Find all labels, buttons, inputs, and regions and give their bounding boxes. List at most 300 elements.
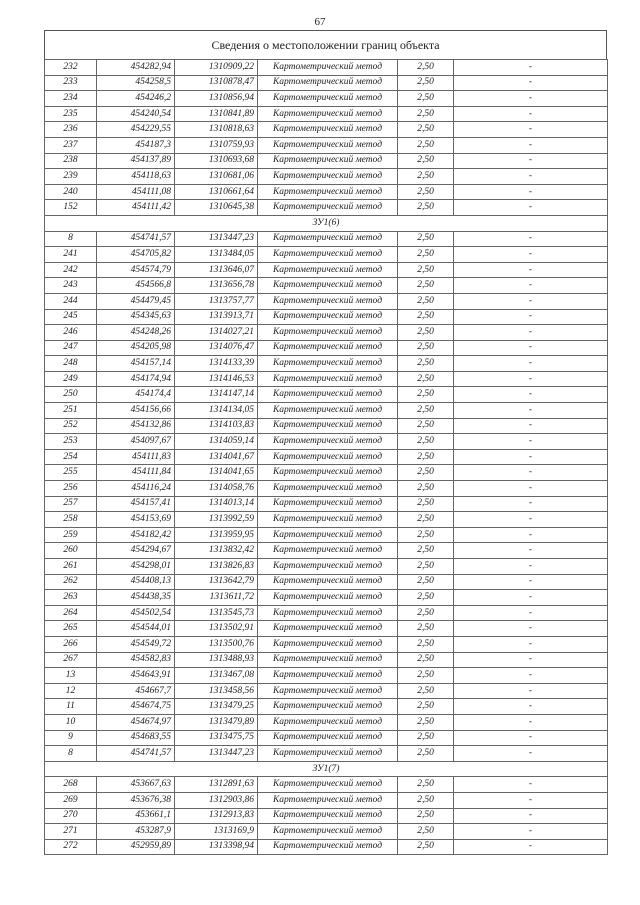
x-coordinate-cell: 454246,2 <box>97 91 175 107</box>
method-cell: Картометрический метод <box>258 590 398 606</box>
description-cell: - <box>454 481 608 497</box>
description-cell: - <box>454 153 608 169</box>
precision-cell: 2,50 <box>398 262 454 278</box>
point-number-cell: 248 <box>45 356 97 372</box>
y-coordinate-cell: 1313169,9 <box>175 824 258 840</box>
y-coordinate-cell: 1313447,23 <box>175 746 258 762</box>
method-cell: Картометрический метод <box>258 184 398 200</box>
y-coordinate-cell: 1314041,65 <box>175 465 258 481</box>
precision-cell: 2,50 <box>398 325 454 341</box>
table-row <box>45 387 608 403</box>
table-row <box>45 325 608 341</box>
y-coordinate-cell: 1314134,05 <box>175 403 258 419</box>
precision-cell: 2,50 <box>398 231 454 247</box>
method-cell: Картометрический метод <box>258 278 398 294</box>
x-coordinate-cell: 454187,3 <box>97 137 175 153</box>
table-row <box>45 153 608 169</box>
method-cell: Картометрический метод <box>258 137 398 153</box>
point-number-cell: 152 <box>45 200 97 216</box>
table-row <box>45 262 608 278</box>
table-row <box>45 91 608 107</box>
table-row <box>45 449 608 465</box>
y-coordinate-cell: 1313826,83 <box>175 559 258 575</box>
x-coordinate-cell: 454118,63 <box>97 169 175 185</box>
x-coordinate-cell: 454574,79 <box>97 262 175 278</box>
description-cell: - <box>454 496 608 512</box>
table-row <box>45 683 608 699</box>
y-coordinate-cell: 1313832,42 <box>175 543 258 559</box>
table-row <box>45 808 608 824</box>
method-cell: Картометрический метод <box>258 340 398 356</box>
y-coordinate-cell: 1310661,64 <box>175 184 258 200</box>
point-number-cell: 242 <box>45 262 97 278</box>
precision-cell: 2,50 <box>398 839 454 855</box>
x-coordinate-cell: 454282,94 <box>97 60 175 76</box>
point-number-cell: 268 <box>45 777 97 793</box>
point-number-cell: 12 <box>45 683 97 699</box>
description-cell: - <box>454 527 608 543</box>
x-coordinate-cell: 454667,7 <box>97 683 175 699</box>
point-number-cell: 234 <box>45 91 97 107</box>
point-number-cell: 260 <box>45 543 97 559</box>
point-number-cell: 250 <box>45 387 97 403</box>
table-row <box>45 527 608 543</box>
x-coordinate-cell: 454479,45 <box>97 293 175 309</box>
description-cell: - <box>454 730 608 746</box>
precision-cell: 2,50 <box>398 340 454 356</box>
y-coordinate-cell: 1313479,89 <box>175 714 258 730</box>
point-number-cell: 247 <box>45 340 97 356</box>
x-coordinate-cell: 454248,26 <box>97 325 175 341</box>
description-cell: - <box>454 278 608 294</box>
description-cell: - <box>454 777 608 793</box>
x-coordinate-cell: 454741,57 <box>97 746 175 762</box>
precision-cell: 2,50 <box>398 621 454 637</box>
point-number-cell: 246 <box>45 325 97 341</box>
table-row <box>45 714 608 730</box>
point-number-cell: 266 <box>45 636 97 652</box>
precision-cell: 2,50 <box>398 605 454 621</box>
point-number-cell: 232 <box>45 60 97 76</box>
description-cell: - <box>454 418 608 434</box>
table-row <box>45 590 608 606</box>
y-coordinate-cell: 1313656,78 <box>175 278 258 294</box>
table-row <box>45 512 608 528</box>
table-row <box>45 434 608 450</box>
description-cell: - <box>454 808 608 824</box>
x-coordinate-cell: 454683,55 <box>97 730 175 746</box>
y-coordinate-cell: 1313545,73 <box>175 605 258 621</box>
y-coordinate-cell: 1313502,91 <box>175 621 258 637</box>
table-row <box>45 465 608 481</box>
method-cell: Картометрический метод <box>258 75 398 91</box>
table-row <box>45 278 608 294</box>
precision-cell: 2,50 <box>398 543 454 559</box>
table-row <box>45 792 608 808</box>
y-coordinate-cell: 1313646,07 <box>175 262 258 278</box>
table-row <box>45 106 608 122</box>
precision-cell: 2,50 <box>398 434 454 450</box>
point-number-cell: 8 <box>45 231 97 247</box>
table-row <box>45 75 608 91</box>
x-coordinate-cell: 454157,41 <box>97 496 175 512</box>
method-cell: Картометрический метод <box>258 403 398 419</box>
description-cell: - <box>454 75 608 91</box>
y-coordinate-cell: 1314147,14 <box>175 387 258 403</box>
y-coordinate-cell: 1312903,86 <box>175 792 258 808</box>
precision-cell: 2,50 <box>398 465 454 481</box>
description-cell: - <box>454 325 608 341</box>
point-number-cell: 236 <box>45 122 97 138</box>
method-cell: Картометрический метод <box>258 777 398 793</box>
table-row <box>45 403 608 419</box>
x-coordinate-cell: 454582,83 <box>97 652 175 668</box>
description-cell: - <box>454 574 608 590</box>
x-coordinate-cell: 454566,8 <box>97 278 175 294</box>
table-row <box>45 418 608 434</box>
method-cell: Картометрический метод <box>258 247 398 263</box>
precision-cell: 2,50 <box>398 91 454 107</box>
point-number-cell: 262 <box>45 574 97 590</box>
y-coordinate-cell: 1314133,39 <box>175 356 258 372</box>
table-row <box>45 60 608 76</box>
point-number-cell: 244 <box>45 293 97 309</box>
method-cell: Картометрический метод <box>258 652 398 668</box>
table-row <box>45 247 608 263</box>
x-coordinate-cell: 453667,63 <box>97 777 175 793</box>
page-number: 67 <box>314 16 326 28</box>
x-coordinate-cell: 454182,42 <box>97 527 175 543</box>
table-row <box>45 340 608 356</box>
precision-cell: 2,50 <box>398 730 454 746</box>
x-coordinate-cell: 454111,84 <box>97 465 175 481</box>
y-coordinate-cell: 1314146,53 <box>175 371 258 387</box>
point-number-cell: 8 <box>45 746 97 762</box>
y-coordinate-cell: 1310841,89 <box>175 106 258 122</box>
precision-cell: 2,50 <box>398 824 454 840</box>
table-row <box>45 293 608 309</box>
y-coordinate-cell: 1310818,63 <box>175 122 258 138</box>
description-cell: - <box>454 559 608 575</box>
x-coordinate-cell: 454156,66 <box>97 403 175 419</box>
method-cell: Картометрический метод <box>258 169 398 185</box>
point-number-cell: 256 <box>45 481 97 497</box>
point-number-cell: 239 <box>45 169 97 185</box>
point-number-cell: 264 <box>45 605 97 621</box>
description-cell: - <box>454 371 608 387</box>
y-coordinate-cell: 1313398,94 <box>175 839 258 855</box>
x-coordinate-cell: 454111,08 <box>97 184 175 200</box>
point-number-cell: 240 <box>45 184 97 200</box>
precision-cell: 2,50 <box>398 387 454 403</box>
precision-cell: 2,50 <box>398 792 454 808</box>
table-row <box>45 605 608 621</box>
precision-cell: 2,50 <box>398 449 454 465</box>
x-coordinate-cell: 454298,01 <box>97 559 175 575</box>
description-cell: - <box>454 293 608 309</box>
precision-cell: 2,50 <box>398 574 454 590</box>
y-coordinate-cell: 1314076,47 <box>175 340 258 356</box>
method-cell: Картометрический метод <box>258 371 398 387</box>
point-number-cell: 254 <box>45 449 97 465</box>
method-cell: Картометрический метод <box>258 527 398 543</box>
y-coordinate-cell: 1313757,77 <box>175 293 258 309</box>
table-row <box>45 481 608 497</box>
method-cell: Картометрический метод <box>258 824 398 840</box>
precision-cell: 2,50 <box>398 278 454 294</box>
description-cell: - <box>454 465 608 481</box>
description-cell: - <box>454 247 608 263</box>
x-coordinate-cell: 454643,91 <box>97 668 175 684</box>
x-coordinate-cell: 454438,35 <box>97 590 175 606</box>
x-coordinate-cell: 454153,69 <box>97 512 175 528</box>
table-row <box>45 777 608 793</box>
precision-cell: 2,50 <box>398 527 454 543</box>
x-coordinate-cell: 454132,86 <box>97 418 175 434</box>
precision-cell: 2,50 <box>398 699 454 715</box>
description-cell: - <box>454 668 608 684</box>
point-number-cell: 235 <box>45 106 97 122</box>
description-cell: - <box>454 356 608 372</box>
method-cell: Картометрический метод <box>258 465 398 481</box>
point-number-cell: 270 <box>45 808 97 824</box>
y-coordinate-cell: 1313642,79 <box>175 574 258 590</box>
precision-cell: 2,50 <box>398 481 454 497</box>
precision-cell: 2,50 <box>398 153 454 169</box>
table-row <box>45 309 608 325</box>
section-row <box>45 761 608 777</box>
description-cell: - <box>454 137 608 153</box>
method-cell: Картометрический метод <box>258 387 398 403</box>
description-cell: - <box>454 309 608 325</box>
precision-cell: 2,50 <box>398 636 454 652</box>
point-number-cell: 259 <box>45 527 97 543</box>
table-row <box>45 496 608 512</box>
y-coordinate-cell: 1313447,23 <box>175 231 258 247</box>
precision-cell: 2,50 <box>398 184 454 200</box>
precision-cell: 2,50 <box>398 559 454 575</box>
y-coordinate-cell: 1314103,83 <box>175 418 258 434</box>
point-number-cell: 9 <box>45 730 97 746</box>
precision-cell: 2,50 <box>398 746 454 762</box>
description-cell: - <box>454 403 608 419</box>
precision-cell: 2,50 <box>398 309 454 325</box>
method-cell: Картометрический метод <box>258 309 398 325</box>
table-row <box>45 730 608 746</box>
point-number-cell: 243 <box>45 278 97 294</box>
description-cell: - <box>454 200 608 216</box>
method-cell: Картометрический метод <box>258 481 398 497</box>
point-number-cell: 263 <box>45 590 97 606</box>
precision-cell: 2,50 <box>398 590 454 606</box>
description-cell: - <box>454 636 608 652</box>
precision-cell: 2,50 <box>398 122 454 138</box>
y-coordinate-cell: 1314059,14 <box>175 434 258 450</box>
x-coordinate-cell: 454549,72 <box>97 636 175 652</box>
x-coordinate-cell: 454674,97 <box>97 714 175 730</box>
table-row <box>45 371 608 387</box>
method-cell: Картометрический метод <box>258 153 398 169</box>
y-coordinate-cell: 1310693,68 <box>175 153 258 169</box>
table-row <box>45 169 608 185</box>
x-coordinate-cell: 453676,38 <box>97 792 175 808</box>
point-number-cell: 265 <box>45 621 97 637</box>
point-number-cell: 272 <box>45 839 97 855</box>
x-coordinate-cell: 454174,94 <box>97 371 175 387</box>
table-row <box>45 746 608 762</box>
y-coordinate-cell: 1313992,59 <box>175 512 258 528</box>
y-coordinate-cell: 1314041,67 <box>175 449 258 465</box>
description-cell: - <box>454 543 608 559</box>
table-row <box>45 621 608 637</box>
description-cell: - <box>454 792 608 808</box>
precision-cell: 2,50 <box>398 60 454 76</box>
y-coordinate-cell: 1310909,22 <box>175 60 258 76</box>
method-cell: Картометрический метод <box>258 543 398 559</box>
y-coordinate-cell: 1313611,72 <box>175 590 258 606</box>
y-coordinate-cell: 1313458,56 <box>175 683 258 699</box>
table-row <box>45 574 608 590</box>
method-cell: Картометрический метод <box>258 91 398 107</box>
method-cell: Картометрический метод <box>258 699 398 715</box>
method-cell: Картометрический метод <box>258 60 398 76</box>
y-coordinate-cell: 1314013,14 <box>175 496 258 512</box>
method-cell: Картометрический метод <box>258 449 398 465</box>
precision-cell: 2,50 <box>398 293 454 309</box>
precision-cell: 2,50 <box>398 652 454 668</box>
description-cell: - <box>454 590 608 606</box>
method-cell: Картометрический метод <box>258 434 398 450</box>
x-coordinate-cell: 454345,63 <box>97 309 175 325</box>
x-coordinate-cell: 454408,13 <box>97 574 175 590</box>
method-cell: Картометрический метод <box>258 792 398 808</box>
point-number-cell: 255 <box>45 465 97 481</box>
point-number-cell: 245 <box>45 309 97 325</box>
precision-cell: 2,50 <box>398 247 454 263</box>
precision-cell: 2,50 <box>398 512 454 528</box>
point-number-cell: 238 <box>45 153 97 169</box>
table-row <box>45 184 608 200</box>
point-number-cell: 261 <box>45 559 97 575</box>
method-cell: Картометрический метод <box>258 683 398 699</box>
y-coordinate-cell: 1313500,76 <box>175 636 258 652</box>
method-cell: Картометрический метод <box>258 262 398 278</box>
table-row <box>45 543 608 559</box>
method-cell: Картометрический метод <box>258 200 398 216</box>
y-coordinate-cell: 1314027,21 <box>175 325 258 341</box>
description-cell: - <box>454 387 608 403</box>
table-row <box>45 839 608 855</box>
table-row <box>45 356 608 372</box>
method-cell: Картометрический метод <box>258 325 398 341</box>
section-label: ЗУ1(7) <box>45 761 608 777</box>
x-coordinate-cell: 454116,24 <box>97 481 175 497</box>
precision-cell: 2,50 <box>398 418 454 434</box>
table-row <box>45 636 608 652</box>
x-coordinate-cell: 454705,82 <box>97 247 175 263</box>
method-cell: Картометрический метод <box>258 839 398 855</box>
method-cell: Картометрический метод <box>258 496 398 512</box>
description-cell: - <box>454 231 608 247</box>
point-number-cell: 13 <box>45 668 97 684</box>
point-number-cell: 267 <box>45 652 97 668</box>
method-cell: Картометрический метод <box>258 605 398 621</box>
point-number-cell: 257 <box>45 496 97 512</box>
y-coordinate-cell: 1313467,08 <box>175 668 258 684</box>
method-cell: Картометрический метод <box>258 714 398 730</box>
point-number-cell: 249 <box>45 371 97 387</box>
method-cell: Картометрический метод <box>258 636 398 652</box>
method-cell: Картометрический метод <box>258 106 398 122</box>
x-coordinate-cell: 454294,67 <box>97 543 175 559</box>
description-cell: - <box>454 262 608 278</box>
method-cell: Картометрический метод <box>258 231 398 247</box>
precision-cell: 2,50 <box>398 808 454 824</box>
table-row <box>45 668 608 684</box>
table-row <box>45 559 608 575</box>
table-row <box>45 824 608 840</box>
section-label: ЗУ1(6) <box>45 215 608 231</box>
point-number-cell: 271 <box>45 824 97 840</box>
point-number-cell: 258 <box>45 512 97 528</box>
method-cell: Картометрический метод <box>258 293 398 309</box>
description-cell: - <box>454 683 608 699</box>
description-cell: - <box>454 605 608 621</box>
description-cell: - <box>454 621 608 637</box>
table-row <box>45 200 608 216</box>
x-coordinate-cell: 453661,1 <box>97 808 175 824</box>
description-cell: - <box>454 184 608 200</box>
precision-cell: 2,50 <box>398 169 454 185</box>
x-coordinate-cell: 454674,75 <box>97 699 175 715</box>
description-cell: - <box>454 824 608 840</box>
table-row <box>45 699 608 715</box>
method-cell: Картометрический метод <box>258 668 398 684</box>
description-cell: - <box>454 746 608 762</box>
method-cell: Картометрический метод <box>258 512 398 528</box>
x-coordinate-cell: 454741,57 <box>97 231 175 247</box>
y-coordinate-cell: 1310856,94 <box>175 91 258 107</box>
x-coordinate-cell: 454137,89 <box>97 153 175 169</box>
method-cell: Картометрический метод <box>258 559 398 575</box>
point-number-cell: 10 <box>45 714 97 730</box>
x-coordinate-cell: 454174,4 <box>97 387 175 403</box>
description-cell: - <box>454 714 608 730</box>
description-cell: - <box>454 652 608 668</box>
point-number-cell: 251 <box>45 403 97 419</box>
description-cell: - <box>454 106 608 122</box>
x-coordinate-cell: 454240,54 <box>97 106 175 122</box>
precision-cell: 2,50 <box>398 668 454 684</box>
x-coordinate-cell: 454544,01 <box>97 621 175 637</box>
precision-cell: 2,50 <box>398 371 454 387</box>
point-number-cell: 11 <box>45 699 97 715</box>
method-cell: Картометрический метод <box>258 418 398 434</box>
table-row <box>45 652 608 668</box>
precision-cell: 2,50 <box>398 777 454 793</box>
precision-cell: 2,50 <box>398 200 454 216</box>
table-row <box>45 122 608 138</box>
method-cell: Картометрический метод <box>258 574 398 590</box>
precision-cell: 2,50 <box>398 137 454 153</box>
description-cell: - <box>454 91 608 107</box>
y-coordinate-cell: 1312891,63 <box>175 777 258 793</box>
description-cell: - <box>454 839 608 855</box>
precision-cell: 2,50 <box>398 496 454 512</box>
point-number-cell: 237 <box>45 137 97 153</box>
y-coordinate-cell: 1313475,75 <box>175 730 258 746</box>
precision-cell: 2,50 <box>398 403 454 419</box>
